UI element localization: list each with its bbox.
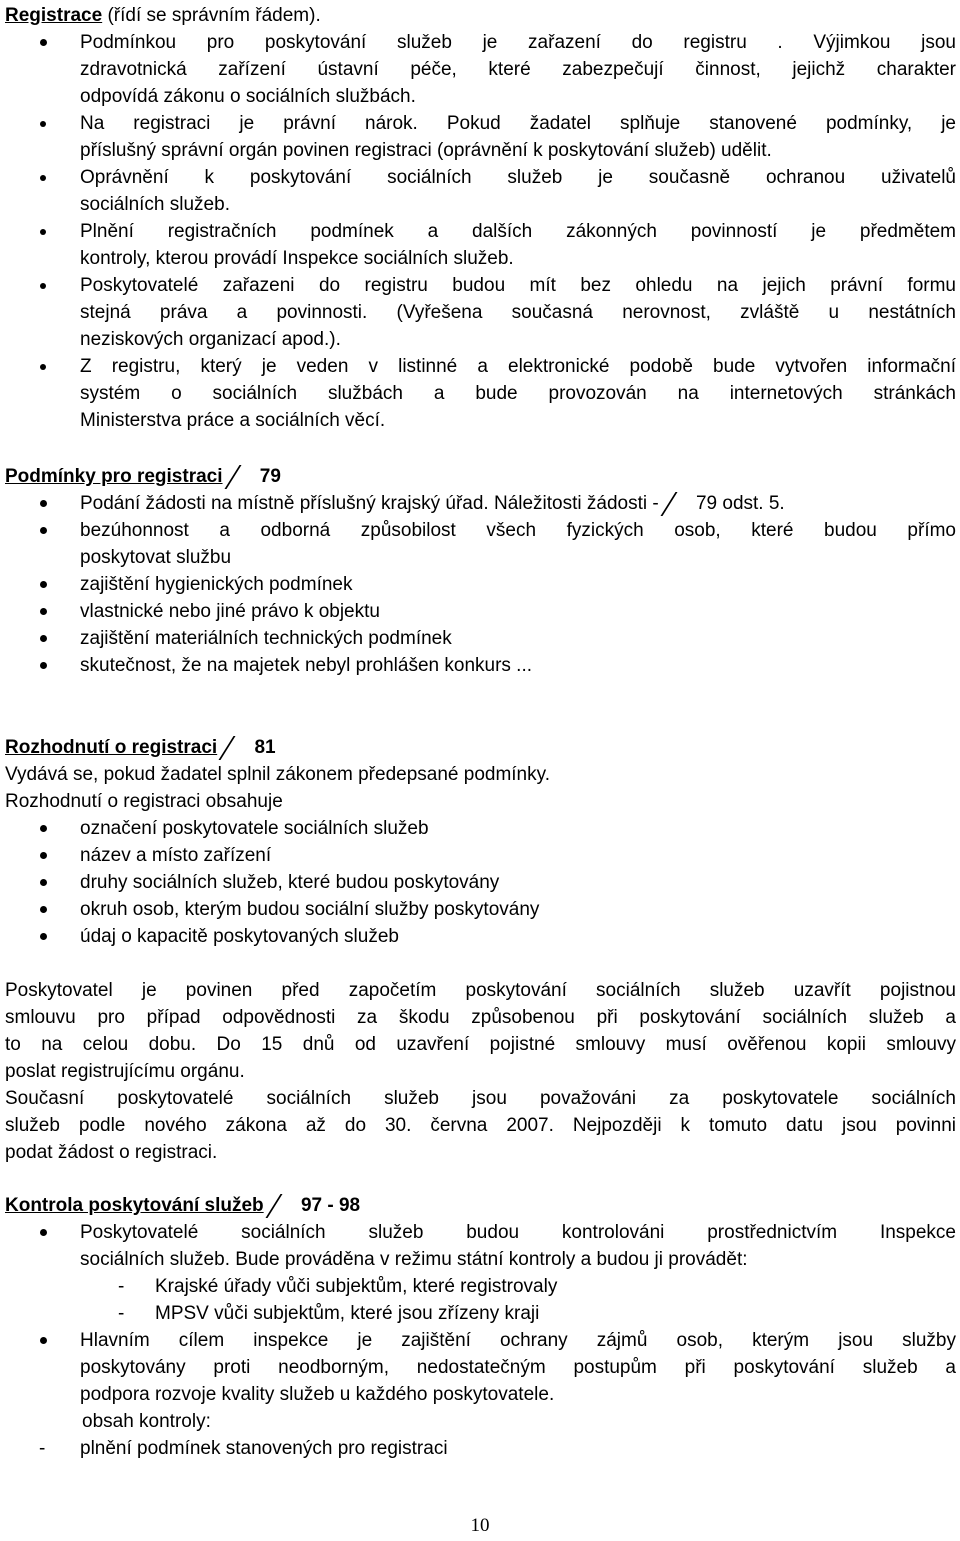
cond-bullet-3: vlastnické nebo jiné právo k objektu [5,598,956,625]
para1-line-1: Poskytovatel je povinen před započetím poskytování sociálních služeb uzavřít pojistnou [5,980,956,1001]
dec-bullet-2: název a místo zařízení [5,842,956,869]
cond-bullet-5: skutečnost, že na majetek nebyl prohlášen konkurs ... [5,652,956,679]
ctrl-bullet-2 [5,1327,956,1408]
ctrl-last-item: - plnění podmínek stanovených pro registraci [5,1435,956,1462]
dec-heading-row [5,734,956,761]
document-page [5,0,956,1462]
insurance-paragraph [5,977,956,1085]
dec-bullet-1: označení poskytovatele sociálních služeb [5,815,956,842]
cond-bullet-2: zajištění hygienických podmínek [5,571,956,598]
reg-bullet-4: Plnění registračních podmínek a dalších zákonných povinností je předmětem kontroly, kterou provádí Inspekce sociálních služeb. [5,218,956,272]
dec-line-2: Rozhodnutí o registraci obsahuje [5,791,283,812]
para2-line-3: podat žádost o registraci. [5,1142,218,1163]
reg-bullet-1: Podmínkou pro poskytování služeb je zařazení do registru . Výjimkou jsou zdravotnická zařízení ústavní péče, které zabezpečují činnost, jejichž charakter odpovídá zákonu o sociálních službách. [5,29,956,110]
dec-bullet-5: údaj o kapacitě poskytovaných služeb [5,923,956,950]
reg-bullet-2: Na registraci je právní nárok. Pokud žadatel splňuje stanovené podmínky, je příslušný správní orgán povinen registraci (oprávnění k poskytování služeb) udělit. [5,110,956,164]
dec-section-number: 81 [254,737,276,758]
ctrl-heading-row [5,1192,956,1219]
cond-heading: Podmínky pro registraci [5,466,223,487]
cond-section-ref [228,463,281,490]
intro-heading [5,2,956,29]
cond-first-ref-text: 79 odst. 5. [695,493,785,514]
ctrl-b2-line-3: podpora rozvoje kvality služeb u každého poskytovatele. [80,1384,555,1405]
dec-section-ref [222,734,275,761]
ctrl-section-ref [269,1192,360,1219]
ctrl-dash-2: - MPSV vůči subjektům, které jsou zřízeny kraji [5,1300,956,1327]
para1-line-3: to na celou dobu. Do 15 dnů od uzavření pojistné smlouvy musí ověřenou kopii smlouvy [5,1034,956,1055]
cond-bullet-1: bezúhonnost a odborná způsobilost všech fyzických osob, které budou přímo poskytovat službu [5,517,956,571]
reg-bullet-5: Poskytovatelé zařazeni do registru budou mít bez ohledu na jejich právní formu stejná práva a povinnosti. (Vyřešena současná nerovnost, zvláště u nestátních neziskových organizací apod.). [5,272,956,353]
intro-heading-rest: (řídí se správním řádem). [102,5,321,26]
para2-line-1: Současní poskytovatelé sociálních služeb jsou považováni za poskytovatele sociálních [5,1088,956,1109]
dec-line-1: Vydává se, pokud žadatel splnil zákonem předepsané podmínky. [5,764,550,785]
para2-line-2: služeb podle nového zákona až do 30. června 2007. Nejpozději k tomuto datu jsou povinni [5,1115,956,1136]
cond-section-number: 79 [259,466,281,487]
para1-line-2: smlouvu pro případ odpovědnosti za škodu způsobenou při poskytování sociálních služeb a [5,1007,956,1028]
cond-bullet-first [5,490,956,517]
para1-line-4: poslat registrujícímu orgánu. [5,1061,245,1082]
reg-bullet-3: Oprávnění k poskytování sociálních služeb je současně ochranou uživatelů sociálních služeb. [5,164,956,218]
ctrl-heading: Kontrola poskytování služeb [5,1195,264,1216]
cond-first-ref [664,490,785,517]
cond-bullet-4: zajištění materiálních technických podmínek [5,625,956,652]
ctrl-dash-1: - Krajské úřady vůči subjektům, které registrovaly [5,1273,956,1300]
current-providers-paragraph [5,1085,956,1166]
dec-heading: Rozhodnutí o registraci [5,737,218,758]
page-number: 10 [470,1515,490,1536]
registrace-title: Registrace [5,5,103,26]
ctrl-bullet-1 [5,1219,956,1273]
ctrl-section-number: 97 - 98 [300,1195,361,1216]
ctrl-b1-line-1: Poskytovatelé sociálních služeb budou kontrolováni prostřednictvím Inspekce [80,1222,956,1243]
cond-first-text: Podání žádosti na místně příslušný krajský úřad. Náležitosti žádosti - [80,493,659,514]
ctrl-b2-line-2: poskytovány proti neodborným, nedostatečným postupům při poskytování služeb a [80,1357,956,1378]
ctrl-obsah: obsah kontroly: [82,1411,211,1432]
ctrl-b1-line-2: sociálních služeb. Bude prováděna v režimu státní kontroly a budou ji provádět: [80,1249,748,1270]
dec-bullet-4: okruh osob, kterým budou sociální služby poskytovány [5,896,956,923]
dec-bullet-3: druhy sociálních služeb, které budou poskytovány [5,869,956,896]
ctrl-b2-line-1: Hlavním cílem inspekce je zajištění ochrany zájmů osob, kterým jsou služby [80,1330,956,1351]
cond-heading-row [5,463,956,490]
reg-bullet-6: Z registru, který je veden v listinné a elektronické podobě bude vytvořen informační systém o sociálních službách a bude provozován na internetových stránkách Ministerstva práce a sociálních věcí. [5,353,956,434]
